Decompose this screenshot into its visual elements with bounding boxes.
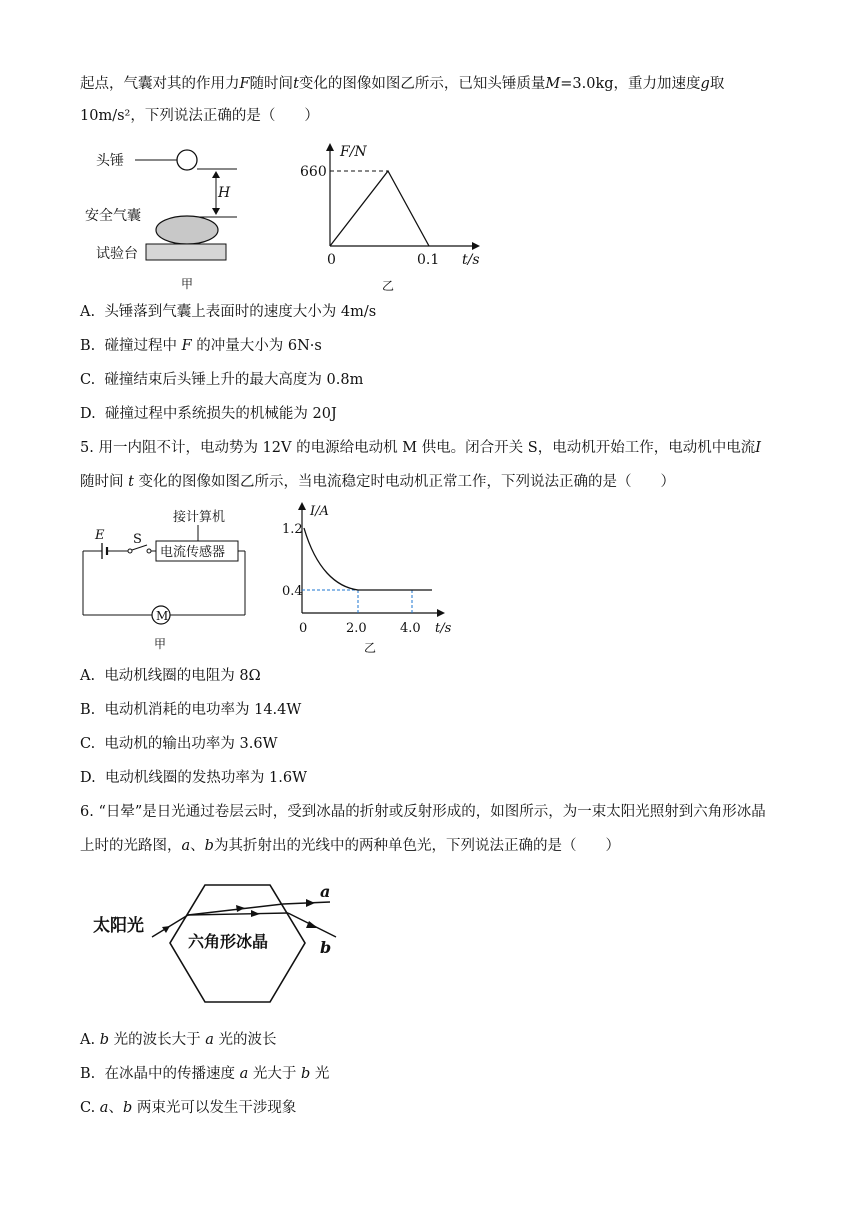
caption-yi: 乙 — [382, 279, 395, 293]
label-b: b — [320, 938, 332, 957]
switch-contact-right — [147, 549, 151, 553]
caption-jia: 甲 — [181, 277, 194, 291]
tick-x-0: 0 — [299, 621, 308, 636]
q5-stem-line2: 随时间 t 变化的图像如图乙所示，当电流稳定时电动机正常工作，下列说法正确的是（ ） — [80, 474, 676, 490]
q5-figure-jia — [80, 505, 255, 655]
tick-1-2: 1.2 — [282, 522, 303, 537]
caption-yi-5: 乙 — [364, 641, 377, 655]
label-table: 试验台 — [96, 246, 138, 262]
q5-option-b[interactable]: B. 电动机消耗的电功率为 14.4W — [80, 702, 302, 718]
label-s: S — [133, 532, 142, 547]
q5-option-d[interactable]: D. 电动机线圈的发热功率为 1.6W — [80, 770, 308, 786]
q6-option-c[interactable]: C. a、b 两束光可以发生干涉现象 — [80, 1100, 297, 1116]
label-airbag: 安全气囊 — [85, 208, 141, 224]
tick-0-1: 0.1 — [417, 252, 440, 268]
q5-option-a[interactable]: A. 电动机线圈的电阻为 8Ω — [80, 668, 261, 684]
q6-ice-crystal-figure — [90, 875, 360, 1010]
current-curve — [304, 528, 432, 590]
q4-option-a[interactable]: A. 头锤落到气囊上表面时的速度大小为 4m/s — [80, 304, 377, 320]
q4-figure-jia — [80, 140, 250, 295]
f-axis-label: F/N — [340, 144, 367, 160]
i-axis-label: I/A — [310, 504, 329, 519]
tick-x-2: 2.0 — [346, 621, 367, 636]
q4-stem-line1: 起点，气囊对其的作用力F随时间t变化的图像如图乙所示，已知头锤质量M=3.0kg，重力加速度g取 — [80, 76, 725, 92]
q6-option-b[interactable]: B. 在冰晶中的传播速度 a 光大于 b 光 — [80, 1066, 330, 1082]
tick-0-4: 0.4 — [282, 584, 303, 599]
t-axis-label: t/s — [462, 252, 480, 268]
q4-stem-line2: 10m/s²，下列说法正确的是（ ） — [80, 108, 319, 124]
label-sensor: 电流传感器 — [160, 545, 226, 560]
label-h: H — [218, 185, 231, 201]
force-curve — [330, 171, 429, 246]
tick-0: 0 — [327, 252, 336, 268]
test-table — [146, 244, 226, 260]
q4-option-b[interactable]: B. 碰撞过程中 F 的冲量大小为 6N·s — [80, 338, 322, 354]
label-a: a — [320, 882, 331, 901]
q4-option-c[interactable]: C. 碰撞结束后头锤上升的最大高度为 0.8m — [80, 372, 364, 388]
q4-option-d[interactable]: D. 碰撞过程中系统损失的机械能为 20J — [80, 406, 337, 422]
t-axis-label-5: t/s — [435, 621, 452, 636]
q4-figure-yi — [290, 140, 505, 300]
label-motor: M — [156, 609, 169, 623]
label-e: E — [95, 528, 105, 543]
q6-option-a[interactable]: A. b 光的波长大于 a 光的波长 — [80, 1032, 277, 1048]
label-computer: 接计算机 — [173, 510, 226, 525]
hammer-ball — [177, 150, 197, 170]
q6-stem-line2: 上时的光路图，a、b为其折射出的光线中的两种单色光，下列说法正确的是（ ） — [80, 838, 620, 854]
tick-x-4: 4.0 — [400, 621, 421, 636]
label-hammer: 头锤 — [96, 153, 124, 169]
switch-contact-left — [128, 549, 132, 553]
label-sunlight: 太阳光 — [93, 916, 144, 936]
q5-option-c[interactable]: C. 电动机的输出功率为 3.6W — [80, 736, 278, 752]
q5-figure-yi — [280, 495, 465, 660]
tick-660: 660 — [300, 164, 327, 180]
airbag — [156, 216, 218, 244]
q6-stem-line1: 6. “日晕”是日光通过卷层云时，受到冰晶的折射或反射形成的，如图所示，为一束太阳光照射到六角形冰晶 — [80, 804, 766, 820]
label-crystal: 六角形冰晶 — [188, 932, 269, 951]
caption-jia-5: 甲 — [154, 637, 167, 651]
q5-stem-line1: 5. 用一内阻不计，电动势为 12V 的电源给电动机 M 供电。闭合开关 S，电动机开始工作，电动机中电流I — [80, 440, 761, 456]
